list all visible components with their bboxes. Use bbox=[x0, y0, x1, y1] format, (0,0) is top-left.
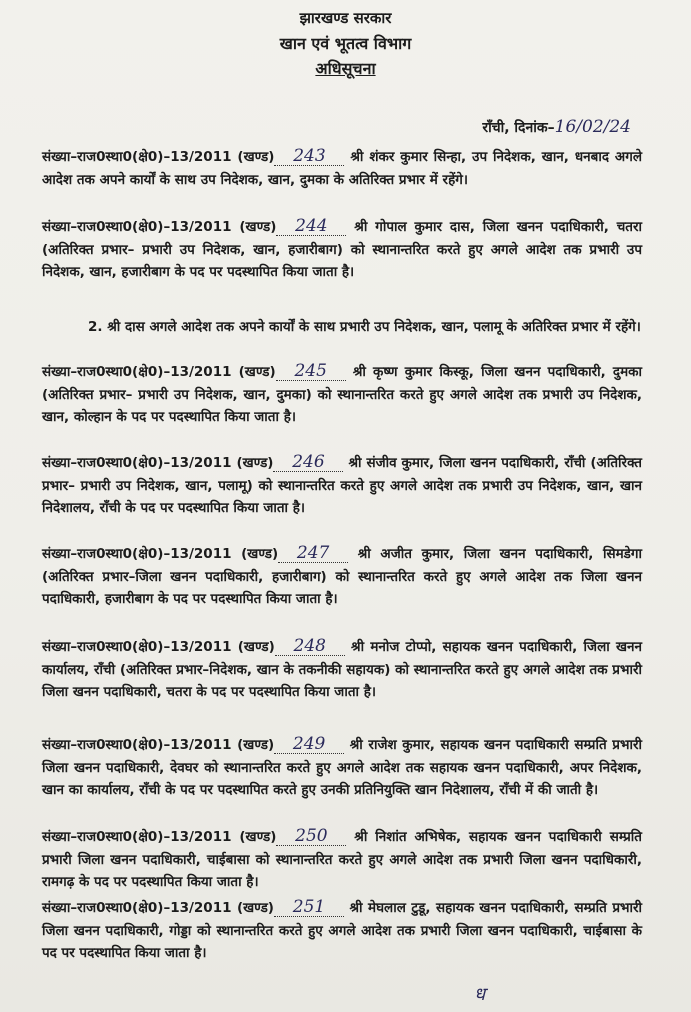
reference-number: संख्या–राज0स्था0(क्षे0)–13/2011 (खण्ड) bbox=[42, 546, 279, 562]
order-entry-251 bbox=[42, 897, 642, 965]
order-number: 244 bbox=[276, 217, 346, 236]
order-number: 246 bbox=[273, 453, 343, 472]
date-value: 16/02/24 bbox=[554, 117, 631, 137]
handwritten-initial: ध bbox=[474, 984, 486, 1005]
govt-heading: झारखण्ड सरकार bbox=[299, 9, 392, 27]
order-number: 251 bbox=[274, 898, 344, 917]
order-entry-246 bbox=[42, 452, 642, 520]
order-entry-249 bbox=[42, 734, 642, 802]
order-entry-243 bbox=[42, 146, 642, 191]
paragraph-2: 2. श्री दास अगले आदेश तक अपने कार्यों के साथ प्रभारी उप निदेशक, खान, पलामू के अतिरिक्त प्रभार में रहेंगे। bbox=[88, 319, 641, 335]
order-text: श्री अजीत कुमार, जिला खनन पदाधिकारी, सिमडेगा (अतिरिक्त प्रभार–जिला खनन पदाधिकारी, हजारीबाग) को स्थानान्तरित करते हुए अगले आदेश तक जिला खनन पदाधिकारी, हजारीबाग के पद पर पदस्थापित किया जाता है। bbox=[42, 546, 642, 607]
date-label: राँची, दिनांक– bbox=[482, 120, 555, 136]
reference-number: संख्या–राज0स्था0(क्षे0)–13/2011 (खण्ड) bbox=[42, 829, 277, 845]
reference-number: संख्या–राज0स्था0(क्षे0)–13/2011 (खण्ड) bbox=[42, 737, 275, 753]
order-text: श्री निशांत अभिषेक, सहायक खनन पदाधिकारी सम्प्रति प्रभारी जिला खनन पदाधिकारी, चाईबासा को स्थानान्तरित करते हुए अगले आदेश तक प्रभारी जिला खनन पदाधिकारी, रामगढ़ के पद पर पदस्थापित किया जाता है। bbox=[42, 829, 642, 890]
order-text: श्री संजीव कुमार, जिला खनन पदाधिकारी, राँची (अतिरिक्त प्रभार– प्रभारी उप निदेशक, खान, पलामू) को स्थानान्तरित करते हुए अगले आदेश तक प्रभारी उप निदेशक, खान, खान निदेशालय, राँची के पद पर पदस्थापित किया जाता है। bbox=[42, 455, 643, 516]
reference-number: संख्या–राज0स्था0(क्षे0)–13/2011 (खण्ड) bbox=[42, 219, 277, 235]
order-entry-244 bbox=[42, 216, 642, 284]
date-line bbox=[482, 117, 631, 137]
reference-number: संख्या–राज0स्था0(क्षे0)–13/2011 (खण्ड) bbox=[42, 639, 275, 655]
order-number: 243 bbox=[274, 147, 344, 166]
order-text: श्री मनोज टोप्पो, सहायक खनन पदाधिकारी, जिला खनन कार्यालय, राँची (अतिरिक्त प्रभार–निदेशक, खान के तकनीकी सहायक) को स्थानान्तरित करते हुए अगले आदेश तक प्रभारी जिला खनन पदाधिकारी, चतरा के पद पर पदस्थापित किया जाता है। bbox=[42, 639, 643, 700]
order-entry-245 bbox=[42, 361, 642, 429]
reference-number: संख्या–राज0स्था0(क्षे0)–13/2011 (खण्ड) bbox=[42, 149, 275, 165]
reference-number: संख्या–राज0स्था0(क्षे0)–13/2011 (खण्ड) bbox=[42, 364, 276, 380]
order-number: 249 bbox=[274, 735, 344, 754]
order-text: श्री शंकर कुमार सिन्हा, उप निदेशक, खान, धनबाद अगले आदेश तक अपने कार्यों के साथ उप निदेशक, खान, दुमका के अतिरिक्त प्रभार में रहेंगे। bbox=[42, 149, 642, 188]
order-number: 245 bbox=[276, 362, 346, 381]
order-entry-247 bbox=[42, 543, 642, 611]
order-text: श्री गोपाल कुमार दास, जिला खनन पदाधिकारी, चतरा (अतिरिक्त प्रभार– प्रभारी उप निदेशक, खान, हजारीबाग) को स्थानान्तरित करते हुए अगले आदेश तक प्रभारी उप निदेशक, खान, हजारीबाग के पद पर पदस्थापित किया जाता है। bbox=[42, 219, 642, 280]
order-text: श्री मेघलाल टुडू, सहायक खनन पदाधिकारी, सम्प्रति प्रभारी जिला खनन पदाधिकारी, गोड्डा को स्थानान्तरित करते हुए अगले आदेश तक प्रभारी जिला खनन पदाधिकारी, चाईबासा के पद पर पदस्थापित किया जाता है। bbox=[42, 900, 643, 961]
notification-title: अधिसूचना bbox=[315, 59, 376, 78]
department-heading: खान एवं भूतत्व विभाग bbox=[279, 34, 412, 53]
order-number: 250 bbox=[276, 827, 346, 846]
order-number: 247 bbox=[278, 544, 348, 563]
reference-number: संख्या–राज0स्था0(क्षे0)–13/2011 (खण्ड) bbox=[42, 900, 274, 916]
order-text: श्री कृष्ण कुमार किस्कू, जिला खनन पदाधिकारी, दुमका (अतिरिक्त प्रभार– प्रभारी उप निदेशक, खान, दुमका) को स्थानान्तरित करते हुए अगले आदेश तक प्रभारी उप निदेशक, खान, कोल्हान के पद पर पदस्थापित किया जाता है। bbox=[42, 364, 643, 425]
reference-number: संख्या–राज0स्था0(क्षे0)–13/2011 (खण्ड) bbox=[42, 455, 274, 471]
order-text: श्री राजेश कुमार, सहायक खनन पदाधिकारी सम्प्रति प्रभारी जिला खनन पदाधिकारी, देवघर को स्थानान्तरित करते हुए अगले आदेश तक सहायक खनन पदाधिकारी, अपर निदेशक, खान का कार्यालय, राँची के पद पर पदस्थापित करते हुए उनकी प्रतिनियुक्ति खान निदेशालय, राँची में की जाती है। bbox=[42, 737, 642, 798]
order-entry-248 bbox=[42, 636, 642, 704]
order-number: 248 bbox=[275, 637, 345, 656]
order-entry-250 bbox=[42, 826, 642, 894]
